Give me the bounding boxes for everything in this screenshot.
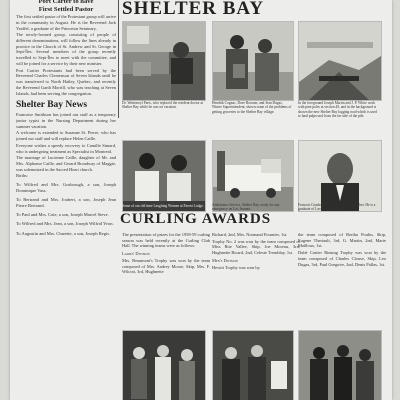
curling-awards-title: CURLING AWARDS [120,211,272,227]
curling-column-3: the team composed of Bertha Poulin, Skip, Eugene Theriault, 3rd, G. Martin, 2nd, Marie Mailloux, 1st. Dubé Cartier Rinsing Trophy was won by the team composed of Charles Clouse, Skip, Leo Dugas, 3rd, Paul Gregoire, 2nd, Denis Pallas, 1st. [298,232,386,267]
left-column [16,0,116,400]
caption-women: Some of our old time Laughing Women at Parent Lodge. [122,204,204,208]
caption-dispatcher: Francois Goudreault, new Parent's Dispatcher. He is a graduate of Laval University. [298,203,376,212]
photo-curling-ladies [122,330,206,400]
shelter-bay-title: SHELTER BAY [122,0,265,19]
birth-notice: To Paul and Mrs. Cote, a son, Joseph Marcel Steve. [16,212,109,218]
photo-village-groceries [212,21,294,101]
photo-curling-winners [298,330,382,400]
births-label: Births: [16,173,28,179]
birth-notice: To Wilfred and Mrs. Gosbrough, a son, Joseph Dominique Vass. [16,182,116,194]
news-paragraph: A welcome is extended to Suzanne St. Pierre, who has joined our staff and will replace Helen Caille. [16,130,116,142]
news-paragraph: Everyone wishes a speedy recovery to Camille Simard, who is undergoing treatment as Specialist in Montreal. [16,142,116,154]
caption-doctor: Dr. Wattenwyl Paris, who replaced the resident doctor at Shelter Bay while he was on vacation. [122,101,204,110]
caption-groceries: Hendrik Cognac, Dave Rossner, and Jean Dugas, Winter Superintendent, shown some of the problems of getting groceries to the Shelter Bay village. [212,101,292,114]
pastor-paragraph: Port Cartier Protestants had been served by the Reverend Charles Clemenson of Seven Islands until he was transferred to North Hatley, Quebec, and recently the Reverend Garth Morrill, who was teaching at Seven Islands, had been serving the congregation. [16,67,116,96]
birth-notice: To Wilfred and Mrs. Jean, a son, Joseph Wilfrid Yvon. [16,221,114,227]
pastor-paragraph: The first settled pastor of the Protestant group will arrive in the community in August. He is the Reverend Jack Yeaffel, a graduate of the Princeton Seminary. [16,14,116,31]
pastor-paragraph: The newly-formed group, consisting of people of different denominations, will follow the lines already in practice in the Church of St. Andrew and St. George in Sept-Îles. Several members of the group recently travelled to Sept-Îles to meet with the committee, and will be joined for a service by their new minister. [16,32,116,66]
news-paragraph: The marriage of Lucienne Caille, daughter of Mr. and Mrs. Alphonse Caille, and Gerard Broadway of Maggie, was solemnized in the Sacred Heart church. [16,155,116,172]
photo-dispatcher [298,140,382,212]
photo-ambulance [212,140,294,212]
photo-curling-men [212,330,294,400]
birth-notice: To Augustin and Mrs. Charette, a son, Joseph Regis. [16,230,111,236]
photo-laughing-women [122,140,206,212]
shelter-bay-news-title: Shelter Bay News [16,100,88,111]
column-rule [118,0,119,118]
news-paragraph: Francoise Smithson has joined our staff as a temporary junior typist in the Nursing Department during her summer vacation. [16,112,116,129]
birth-notice: To Bertrand and Mrs. Joubert, a son, Joseph Jean Pierre Bertrand. [16,197,116,209]
mens-division-heading: Men's Division [212,257,238,263]
caption-ambulance: Ambulance Service, Shelter Bay, ready for any emergency on Lac Jeannot. [212,203,280,212]
ladies-division-heading: Ladies' Division [122,251,150,257]
photo-logging-road [298,21,382,101]
newspaper-page [10,0,392,400]
caption-logging: In the foreground Joseph Martin and J. P. White work with pine poles at section 40, and in the background is shown the new Shelter Bay logging road which is used to haul pulpwood from the far side of the pile. [298,101,377,119]
pastor-headline: Port Carter to have First Settled Pastor [38,0,94,13]
photo-doctor-office [122,21,206,101]
curling-column-1: The presentation of prizes for the 1958-59 curling season was held recently at the Curling Club Hall. The winning teams were as follows: Ladies' Division Mrs. Beaumont's Trophy was won by the team composed of Mrs. Audrey Moore, Skip, Mrs. F. Wilcott, 3rd, Hughnette [122,232,210,275]
curling-column-2: Richard, 2nd, Mrs. Normand Fournier, 1st. Trophy No. 2 was won by the team composed of Miss Rite Vallee, Skip, Joe Moreau, 3rd, Hughnette Ricard, 2nd, Celeste Tremblay, 1st. Men's Division Hewitt Trophy was won by [212,232,300,270]
